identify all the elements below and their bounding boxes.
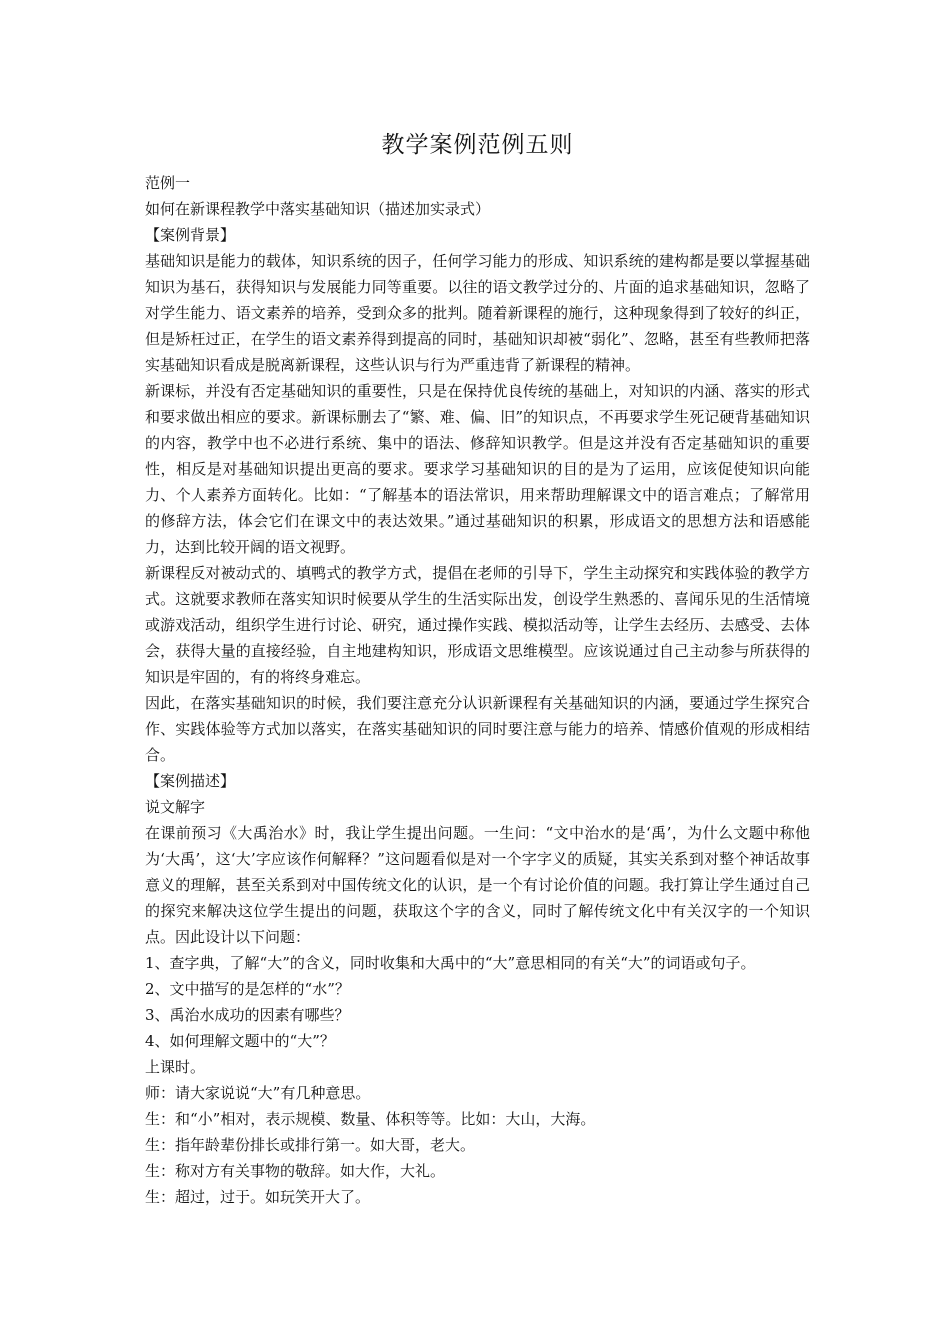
dialogue-line: 生：指年龄辈份排长或排行第一。如大哥，老大。 <box>145 1136 476 1154</box>
question-item: 4、如何理解文题中的“大”？ <box>145 1032 335 1050</box>
dialogue-line: 生：和“小”相对，表示规模、数量、体积等等。比如：大山，大海。 <box>145 1110 596 1128</box>
question-item: 3、禹治水成功的因素有哪些？ <box>145 1006 350 1024</box>
background-paragraph: 新课标，并没有否定基础知识的重要性，只是在保持优良传统的基础上，对知识的内涵、落实的形式和要求做出相应的要求。新课标删去了“繁、难、偏、旧”的知识点，不再要求学生死记硬背基础知识的内容，教学中也不必进行系统、集中的语法、修辞知识教学。但是这并没有否定基础知识的重要性，相反是对基础知识提出更高的要求。要求学习基础知识的目的是为了运用，应该促使知识向能力、个人素养方面转化。比如：“了解基本的语法常识，用来帮助理解课文中的语言难点；了解常用的修辞方法，体会它们在课文中的表达效果。”通过基础知识的积累，形成语文的思想方法和语感能力，达到比较开阔的语文视野。 <box>145 382 810 556</box>
case-subtitle: 如何在新课程教学中落实基础知识（描述加实录式） <box>145 200 491 218</box>
example-label: 范例一 <box>145 174 191 192</box>
background-paragraph: 新课程反对被动式的、填鸭式的教学方式，提倡在老师的引导下，学生主动探究和实践体验的教学方式。这就要求教师在落实知识时候要从学生的生活实际出发，创设学生熟悉的、喜闻乐见的生活情境或游戏活动，组织学生进行讨论、研究，通过操作实践、模拟活动等，让学生去经历、去感受、去体会，获得大量的直接经验，自主地建构知识，形成语文思维模型。应该说通过自己主动参与所获得的知识是牢固的，有的将终身难忘。 <box>145 564 810 686</box>
background-paragraph: 基础知识是能力的载体，知识系统的因子，任何学习能力的形成、知识系统的建构都是要以掌握基础知识为基石，获得知识与发展能力同等重要。以往的语文教学过分的、片面的追求基础知识，忽略了对学生能力、语文素养的培养，受到众多的批判。随着新课程的施行，这种现象得到了较好的纠正，但是矫枉过正，在学生的语文素养得到提高的同时，基础知识却被“弱化”、忽略，甚至有些教师把落实基础知识看成是脱离新课程，这些认识与行为严重违背了新课程的精神。 <box>145 252 810 374</box>
background-paragraph: 因此，在落实基础知识的时候，我们要注意充分认识新课程有关基础知识的内涵，要通过学生探究合作、实践体验等方式加以落实，在落实基础知识的同时要注意与能力的培养、情感价值观的形成相结合。 <box>145 694 810 764</box>
section-heading-description: 【案例描述】 <box>145 772 236 790</box>
topic-heading: 说文解字 <box>145 798 206 816</box>
document-title: 教学案例范例五则 <box>381 132 574 158</box>
dialogue-line: 生：超过，过于。如玩笑开大了。 <box>145 1188 371 1206</box>
section-heading-background: 【案例背景】 <box>145 226 236 244</box>
question-item: 1、查字典，了解“大”的含义，同时收集和大禹中的“大”意思相同的有关“大”的词语或句子。 <box>145 954 756 972</box>
dialogue-line: 生：称对方有关事物的敬辞。如大作，大礼。 <box>145 1162 446 1180</box>
question-item: 2、文中描写的是怎样的“水”？ <box>145 980 350 998</box>
document-page <box>145 128 810 1210</box>
class-start-line: 上课时。 <box>145 1058 206 1076</box>
description-paragraph: 在课前预习《大禹治水》时，我让学生提出问题。一生问：“文中治水的是‘禹’，为什么文题中称他为‘大禹’，这‘大’字应该作何解释？”这问题看似是对一个字字义的质疑，其实关系到对整个神话故事意义的理解，甚至关系到对中国传统文化的认识，是一个有讨论价值的问题。我打算让学生通过自己的探究来解决这位学生提出的问题，获取这个字的含义，同时了解传统文化中有关汉字的一个知识点。因此设计以下问题： <box>145 824 810 946</box>
dialogue-line: 师：请大家说说“大”有几种意思。 <box>145 1084 371 1102</box>
